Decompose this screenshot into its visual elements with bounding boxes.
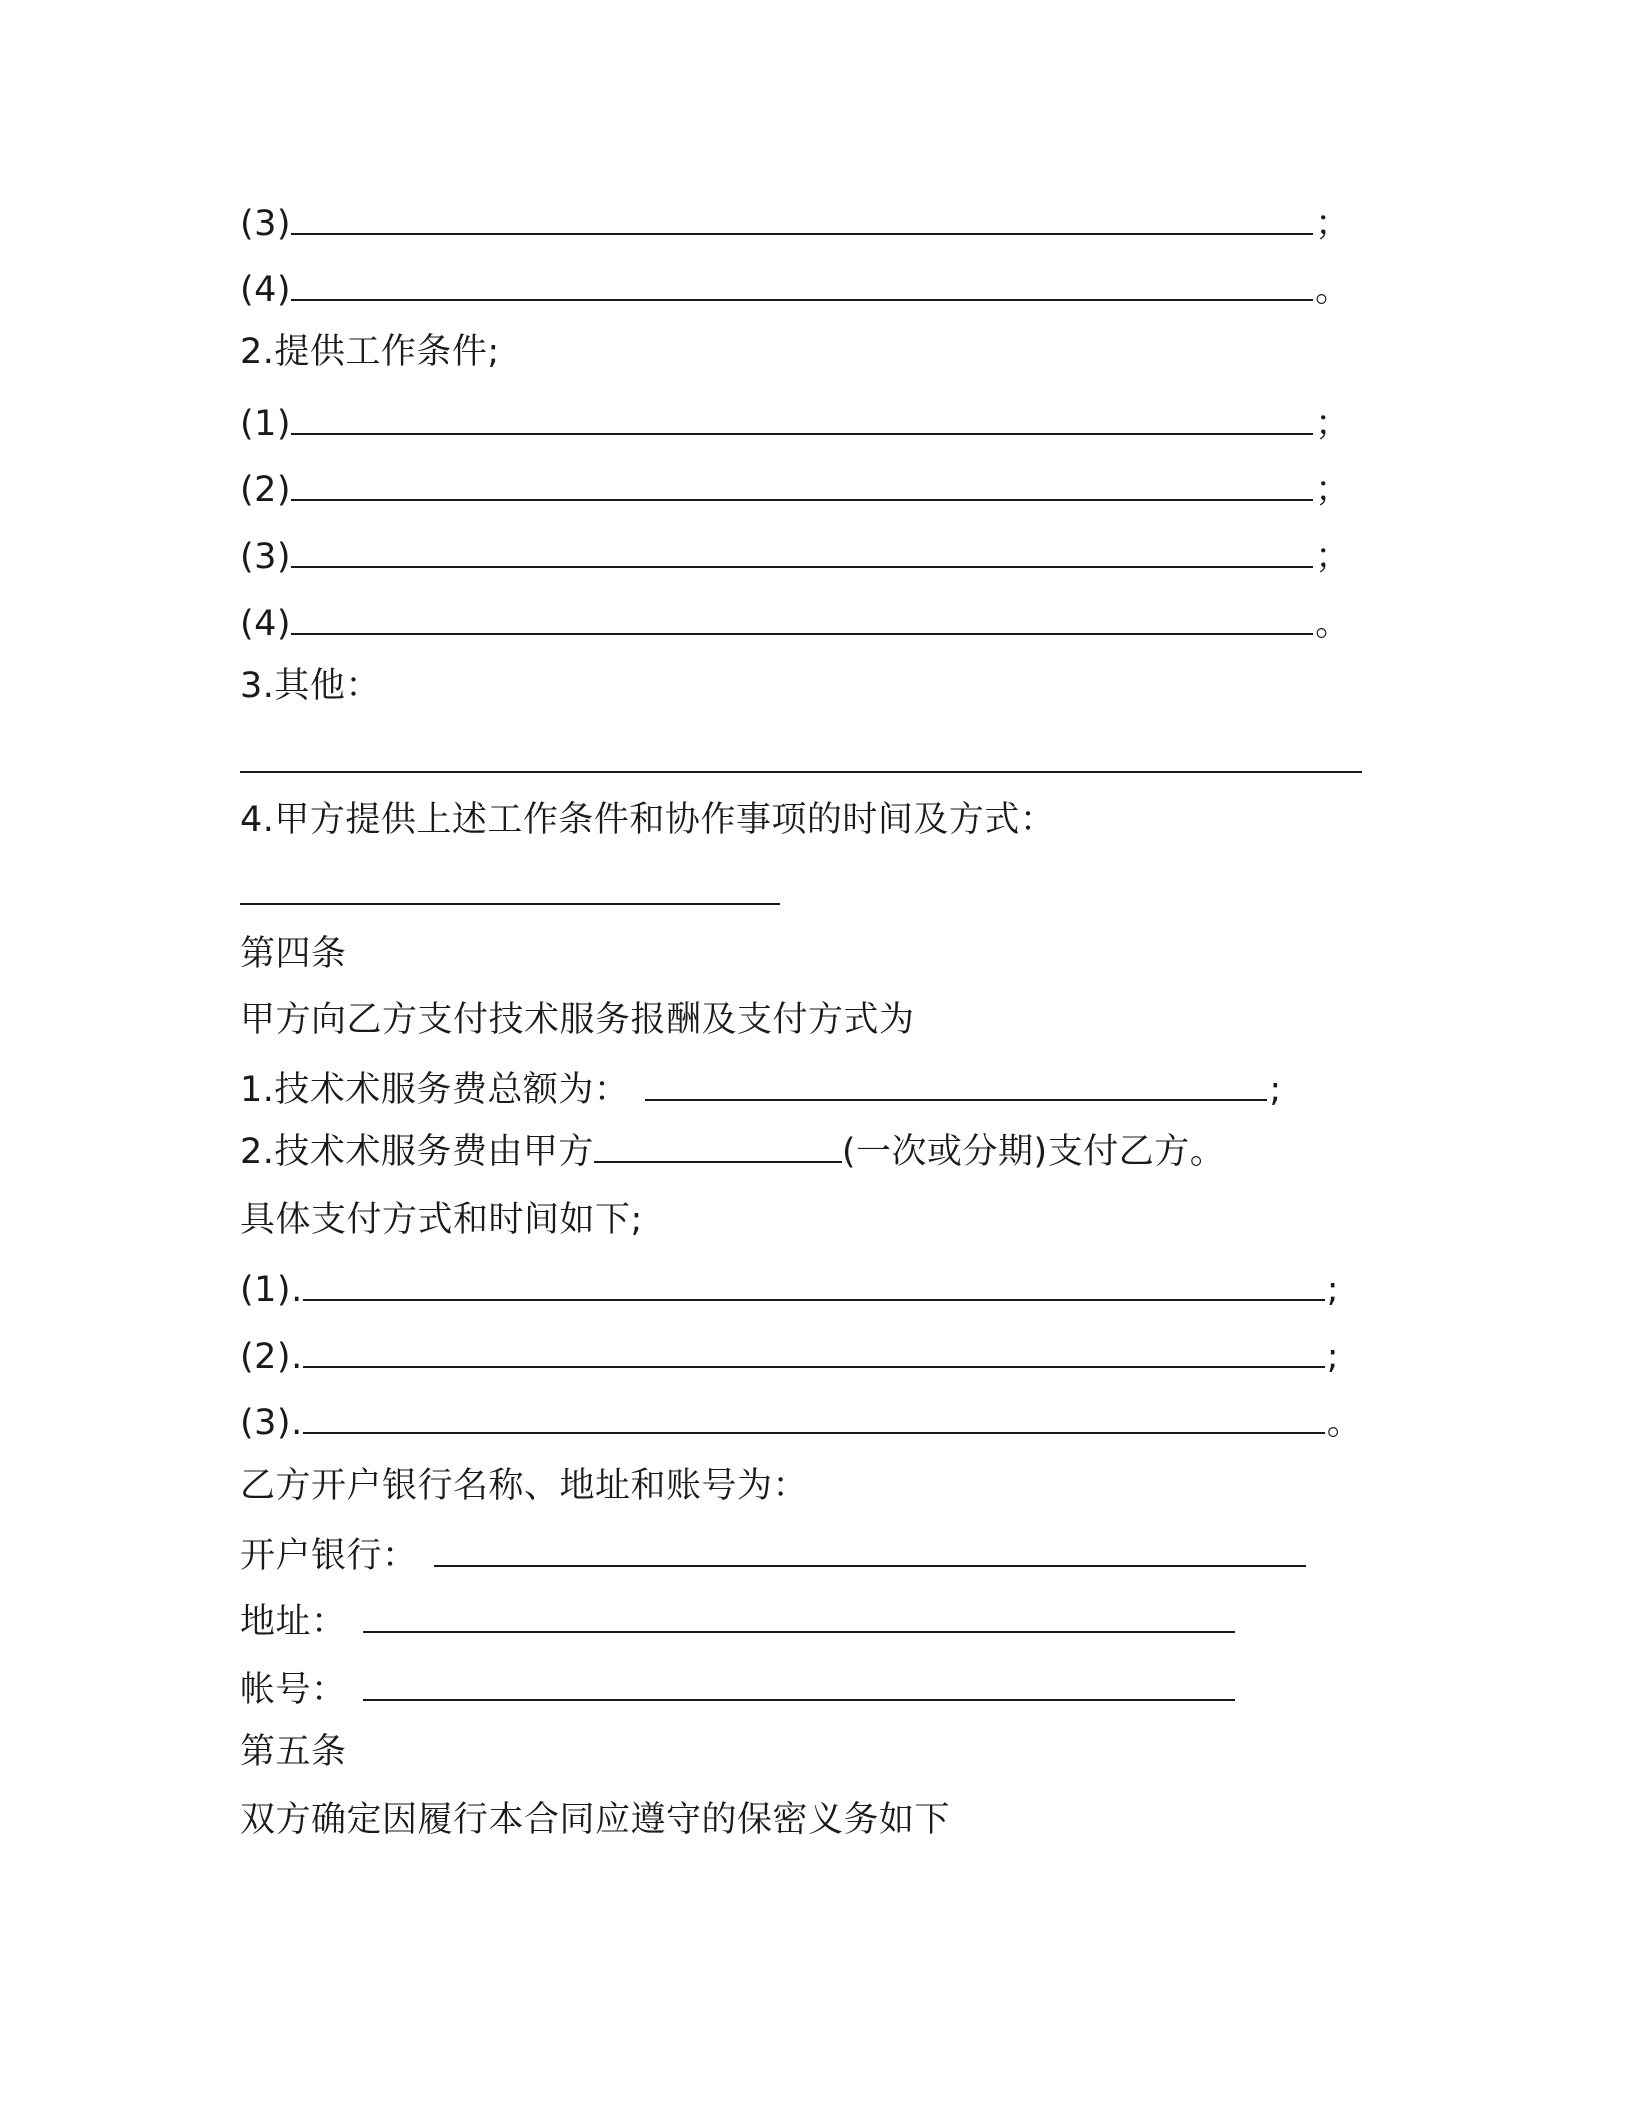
fee-payment-suffix: (一次或分期)支付乙方。 — [841, 1132, 1226, 1172]
fill-blank — [291, 538, 1313, 568]
payment-item-1 — [240, 1268, 1339, 1312]
item-end: ； — [1315, 537, 1351, 577]
payment-detail-heading: 具体支付方式和时间如下; — [240, 1200, 643, 1240]
timing-blank-line — [240, 872, 780, 916]
item-end: 。 — [1326, 1403, 1363, 1443]
item-3-line — [240, 202, 1351, 246]
fill-blank — [303, 1338, 1325, 1368]
bank-account-line — [240, 1668, 1235, 1712]
fill-blank — [594, 1133, 842, 1163]
item-4-line — [240, 268, 1351, 312]
bank-address-line — [240, 1600, 1235, 1644]
bank-info-heading: 乙方开户银行名称、地址和账号为： — [240, 1466, 809, 1506]
bank-name-line — [240, 1534, 1306, 1578]
item-end: ; — [1326, 1270, 1339, 1310]
item-label: (1) — [240, 404, 292, 444]
item-end: ； — [1315, 204, 1351, 244]
fill-blank — [434, 1537, 1306, 1567]
item-end: ； — [1315, 404, 1351, 444]
fill-blank — [291, 271, 1313, 301]
item-3-line — [240, 535, 1351, 579]
fill-blank — [363, 1603, 1235, 1633]
item-end: 。 — [1315, 604, 1351, 644]
item-label: (3) — [240, 537, 292, 577]
item-label: (3). — [240, 1403, 303, 1443]
item-label: (2) — [240, 470, 292, 510]
fill-blank — [291, 605, 1313, 635]
fill-blank — [303, 1404, 1325, 1434]
bank-address-label: 地址： — [240, 1602, 347, 1642]
item-label: (2). — [240, 1337, 303, 1377]
section-2-heading: 2.提供工作条件; — [240, 332, 500, 372]
fill-blank — [240, 875, 780, 905]
payment-item-3 — [240, 1401, 1362, 1445]
fee-payment-label: 2.技术术服务费由甲方 — [240, 1132, 594, 1172]
fill-blank — [363, 1671, 1235, 1701]
section-3-heading: 3.其他： — [240, 666, 381, 706]
item-end: ; — [1269, 1070, 1282, 1110]
bank-account-label: 帐号： — [240, 1670, 347, 1710]
fee-total-line — [240, 1068, 1282, 1112]
article-4-title: 第四条 — [240, 934, 347, 974]
payment-item-2 — [240, 1335, 1339, 1379]
fee-total-label: 1.技术术服务费总额为： — [240, 1070, 630, 1110]
item-end: ； — [1315, 470, 1351, 510]
fill-blank — [645, 1071, 1267, 1101]
fill-blank — [240, 743, 1362, 773]
fill-blank — [303, 1271, 1325, 1301]
item-end: 。 — [1315, 270, 1351, 310]
item-label: (1). — [240, 1270, 303, 1310]
other-blank-line — [240, 740, 1362, 784]
item-label: (4) — [240, 604, 292, 644]
item-end: ; — [1326, 1337, 1339, 1377]
article-5-title: 第五条 — [240, 1732, 347, 1772]
article-4-body: 甲方向乙方支付技术服务报酬及支付方式为 — [240, 1000, 915, 1040]
item-label: (3) — [240, 204, 292, 244]
item-1-line — [240, 402, 1351, 446]
item-4-line — [240, 602, 1351, 646]
fill-blank — [291, 405, 1313, 435]
item-label: (4) — [240, 270, 292, 310]
item-2-line — [240, 468, 1351, 512]
fee-payment-line — [240, 1130, 1225, 1174]
fill-blank — [291, 205, 1313, 235]
section-4-heading: 4.甲方提供上述工作条件和协作事项的时间及方式： — [240, 800, 1056, 840]
bank-name-label: 开户银行： — [240, 1536, 418, 1576]
article-5-body: 双方确定因履行本合同应遵守的保密义务如下 — [240, 1800, 951, 1840]
fill-blank — [291, 471, 1313, 501]
